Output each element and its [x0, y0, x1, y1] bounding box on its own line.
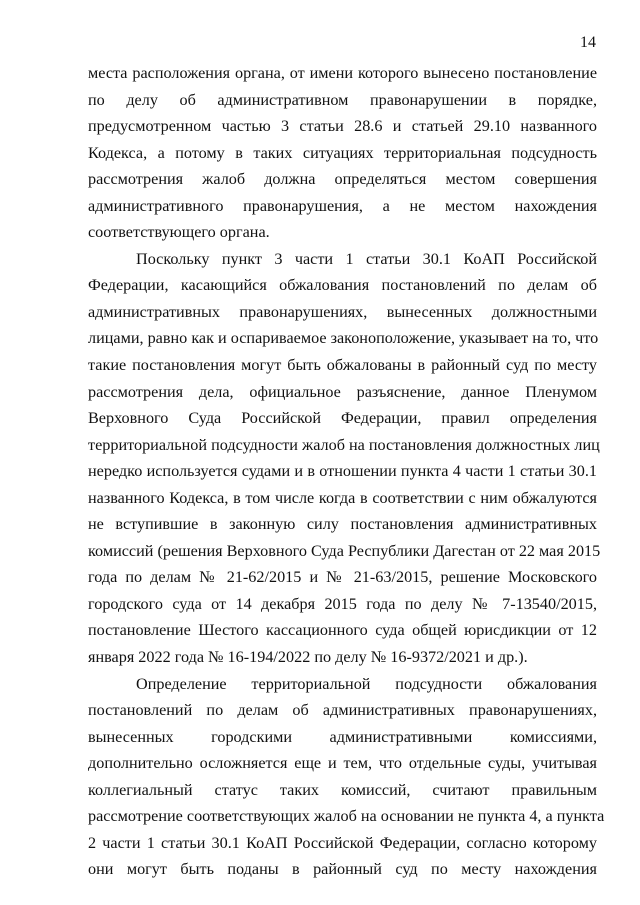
- text-line: они могут быть поданы в районный суд по месту нахождения: [88, 860, 597, 879]
- text-line: не вступившие в законную силу постановления административных: [88, 515, 597, 534]
- text-line: вынесенных городскими административными комиссиями,: [88, 727, 597, 746]
- document-body: [88, 60, 605, 883]
- text-line: комиссий (решения Верховного Суда Республики Дагестан от 22 мая 2015: [88, 541, 601, 560]
- text-line: января 2022 года № 16-194/2022 по делу № 16-9372/2021 и др.).: [88, 648, 528, 667]
- paragraph: [88, 246, 601, 671]
- text-line: года по делам № 21-62/2015 и № 21-63/2015, решение Московского: [88, 568, 597, 587]
- text-line: Федерации, касающийся обжалования постановлений по делам об: [88, 276, 597, 295]
- paragraph: [88, 60, 597, 246]
- text-line: по делу об административном правонарушении в порядке,: [88, 90, 597, 109]
- text-line: дополнительно осложняется еще и тем, что отдельные суды, учитывая: [88, 754, 597, 773]
- text-line: рассмотрения дела, официальное разъяснение, данное Пленумом: [88, 382, 597, 401]
- text-line: нередко используется судами и в отношении пункта 4 части 1 статьи 30.1: [88, 462, 597, 481]
- text-line: постановление Шестого кассационного суда общей юрисдикции от 12: [88, 621, 597, 640]
- text-line: рассмотрение соответствующих жалоб на основании не пункта 4, а пункта: [88, 807, 605, 826]
- text-line: такие постановления могут быть обжалованы в районный суд по месту: [88, 356, 597, 375]
- text-line: лицами, равно как и оспариваемое законоположение, указывает на то, что: [88, 329, 599, 348]
- text-line: места расположения органа, от имени которого вынесено постановление: [88, 64, 597, 82]
- text-line: административных правонарушениях, вынесенных должностными: [88, 302, 597, 321]
- text-line: городского суда от 14 декабря 2015 года по делу № 7-13540/2015,: [88, 594, 597, 613]
- text-line: Верховного Суда Российской Федерации, правил определения: [88, 409, 597, 428]
- text-line: Определение территориальной подсудности обжалования: [136, 674, 597, 693]
- text-line: административного правонарушения, а не местом нахождения: [88, 196, 597, 215]
- text-line: Поскольку пункт 3 части 1 статьи 30.1 КоАП Российской: [136, 249, 597, 268]
- text-line: Кодекса, а потому в таких ситуациях территориальная подсудность: [88, 143, 597, 162]
- text-line: территориальной подсудности жалоб на постановления должностных лиц: [88, 435, 600, 454]
- text-line: соответствующего органа.: [88, 223, 270, 242]
- text-line: коллегиальный статус таких комиссий, считают правильным: [88, 780, 597, 799]
- text-line: постановлений по делам об административных правонарушениях,: [88, 701, 597, 720]
- text-line: названного Кодекса, в том числе когда в соответствии с ним обжалуются: [88, 488, 597, 507]
- text-line: рассмотрения жалоб должна определяться местом совершения: [88, 170, 597, 189]
- text-line: 2 части 1 статьи 30.1 КоАП Российской Федерации, согласно которому: [88, 833, 597, 852]
- paragraph: [88, 671, 605, 883]
- text-line: предусмотренном частью 3 статьи 28.6 и статьей 29.10 названного: [88, 117, 597, 136]
- page-number: 14: [580, 34, 596, 51]
